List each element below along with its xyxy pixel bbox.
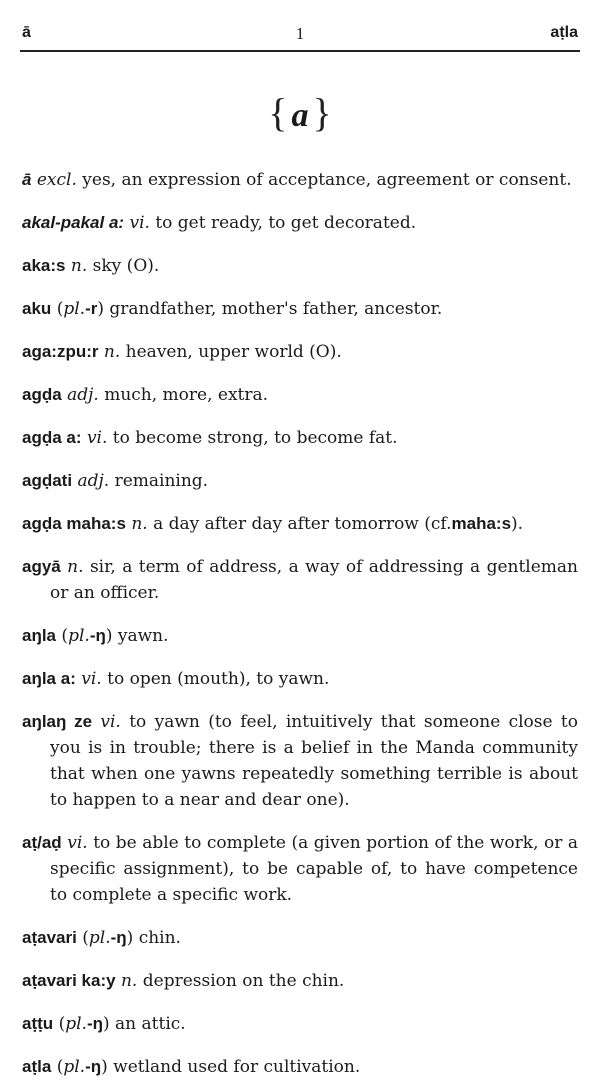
headword: agḍa a: bbox=[22, 428, 82, 447]
part-of-speech: excl. bbox=[36, 170, 77, 190]
definition: depression on the chin. bbox=[137, 971, 345, 991]
definition: to be able to complete (a given portion of the work, or a specific assignment), to be capable of, to have competence to complete a specific work. bbox=[50, 833, 579, 905]
page-number: 1 bbox=[295, 24, 305, 43]
part-of-speech: vi. bbox=[67, 833, 88, 853]
entry bbox=[22, 1054, 578, 1080]
dictionary-entries bbox=[22, 150, 578, 1089]
definition: to open (mouth), to yawn. bbox=[101, 669, 330, 689]
plural-open: ( bbox=[56, 626, 69, 646]
definition: a day after day after tomorrow (cf. bbox=[147, 514, 452, 534]
section-letter: a bbox=[291, 97, 309, 134]
entry bbox=[22, 623, 578, 649]
headword: agyā bbox=[22, 557, 61, 576]
headword: aŋlaŋ ze bbox=[22, 712, 93, 731]
definition: remaining. bbox=[109, 471, 209, 491]
headword: ā bbox=[22, 170, 32, 189]
close-brace: } bbox=[312, 90, 332, 135]
definition: to become strong, to become fat. bbox=[107, 428, 398, 448]
entry bbox=[22, 709, 578, 813]
headword: akal-pakal a: bbox=[22, 213, 125, 232]
headword: aka:s bbox=[22, 256, 66, 275]
headword: aṭavari ka:y bbox=[22, 971, 116, 990]
entry bbox=[22, 210, 578, 236]
headword: aŋla a: bbox=[22, 669, 76, 688]
entry bbox=[22, 253, 578, 279]
entry bbox=[22, 511, 578, 537]
plural-open: ( bbox=[76, 928, 89, 948]
header-last-headword: aṭla bbox=[550, 24, 578, 41]
definition: ) wetland used for cultivation. bbox=[101, 1057, 361, 1077]
definition: ) grandfather, mother's father, ancestor. bbox=[97, 299, 443, 319]
definition: sir, a term of address, a way of addressing a gentleman or an officer. bbox=[50, 557, 578, 603]
definition: to yawn (to feel, intuitively that someone close to you is in trouble; there is a belief in the Manda community that when one yawns repeatedly something terrible is about to happen to a near and dear one). bbox=[50, 712, 578, 810]
plural-form: -ŋ bbox=[85, 1057, 102, 1076]
plural-form: -ŋ bbox=[110, 928, 127, 947]
plural-open: ( bbox=[53, 1014, 66, 1034]
entry bbox=[22, 968, 578, 994]
headword: agḍa maha:s bbox=[22, 514, 126, 533]
entry bbox=[22, 554, 578, 606]
header-first-headword: ā bbox=[22, 24, 31, 41]
headword: aṭavari bbox=[22, 928, 77, 947]
part-of-speech: adj. bbox=[77, 471, 110, 491]
section-letter-heading bbox=[0, 90, 600, 139]
part-of-speech: n. bbox=[120, 971, 138, 991]
entry bbox=[22, 425, 578, 451]
part-of-speech: adj. bbox=[67, 385, 99, 405]
headword: aŋla bbox=[22, 626, 57, 645]
part-of-speech: n. bbox=[70, 256, 88, 276]
plural-label: pl. bbox=[65, 1014, 87, 1034]
definition: ) an attic. bbox=[103, 1014, 186, 1034]
entry bbox=[22, 339, 578, 365]
headword: agḍati bbox=[22, 471, 73, 490]
part-of-speech: vi. bbox=[100, 712, 121, 732]
entry bbox=[22, 296, 578, 322]
plural-form: -ŋ bbox=[86, 1014, 103, 1033]
headword: aṭ/aḍ bbox=[22, 833, 62, 852]
plural-form: -ŋ bbox=[89, 626, 106, 645]
plural-form: -r bbox=[85, 299, 98, 318]
definition: heaven, upper world (O). bbox=[120, 342, 342, 362]
part-of-speech: vi. bbox=[81, 669, 102, 689]
definition: ) chin. bbox=[126, 928, 181, 948]
definition: much, more, extra. bbox=[98, 385, 269, 405]
part-of-speech: vi. bbox=[86, 428, 108, 448]
plural-label: pl. bbox=[88, 928, 111, 948]
definition-end: ). bbox=[511, 514, 524, 534]
part-of-speech: n. bbox=[131, 514, 148, 534]
plural-label: pl. bbox=[63, 1057, 86, 1077]
entry bbox=[22, 1011, 578, 1037]
part-of-speech: n. bbox=[103, 342, 121, 362]
definition: ) yawn. bbox=[105, 626, 169, 646]
entry bbox=[22, 468, 578, 494]
headword: aku bbox=[22, 299, 52, 318]
entry bbox=[22, 382, 578, 408]
plural-label: pl. bbox=[68, 626, 90, 646]
part-of-speech: n. bbox=[67, 557, 84, 577]
headword: aṭla bbox=[22, 1057, 52, 1076]
definition: yes, an expression of acceptance, agreement or consent. bbox=[76, 170, 572, 190]
part-of-speech: vi. bbox=[129, 213, 150, 233]
entry bbox=[22, 830, 578, 908]
headword: aṭṭu bbox=[22, 1014, 54, 1033]
cross-reference: maha:s bbox=[451, 514, 512, 533]
definition: to get ready, to get decorated. bbox=[149, 213, 417, 233]
headword: agḍa bbox=[22, 385, 62, 404]
entry bbox=[22, 925, 578, 951]
plural-open: ( bbox=[51, 299, 64, 319]
header-rule bbox=[20, 50, 580, 52]
page-header bbox=[22, 14, 578, 48]
entry bbox=[22, 167, 578, 193]
entry bbox=[22, 666, 578, 692]
headword: aga:zpu:r bbox=[22, 342, 99, 361]
definition: sky (O). bbox=[87, 256, 160, 276]
plural-label: pl. bbox=[63, 299, 86, 319]
plural-open: ( bbox=[51, 1057, 64, 1077]
open-brace: { bbox=[268, 90, 288, 135]
